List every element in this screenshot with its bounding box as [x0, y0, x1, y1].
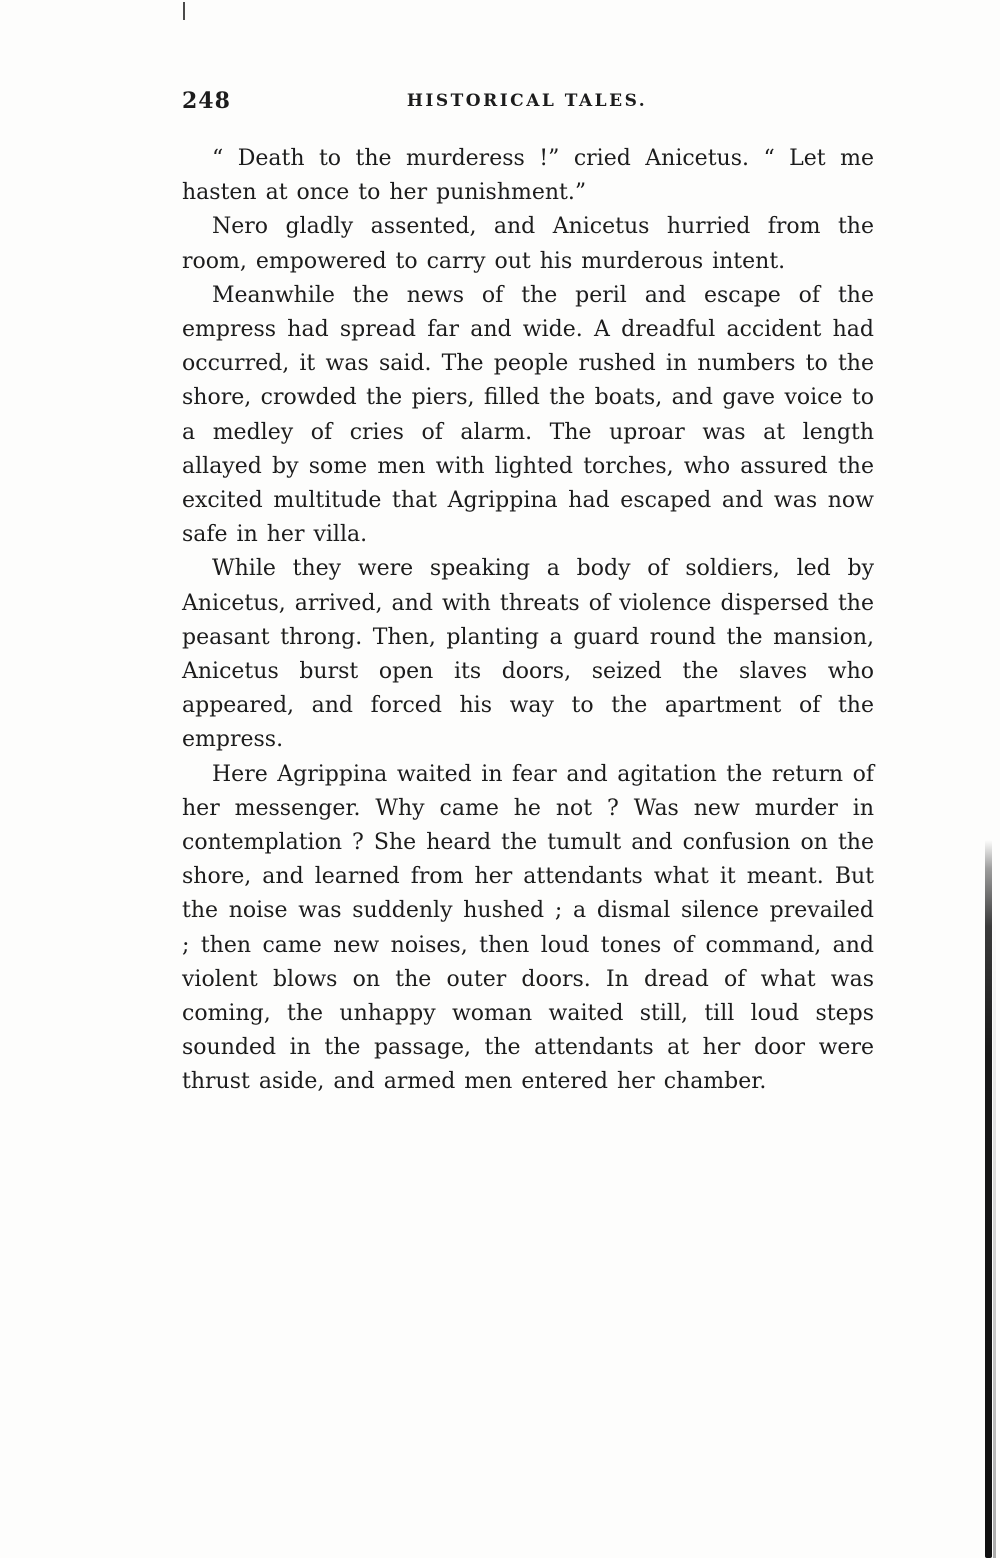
scan-artifact-binding-edge — [985, 840, 992, 1558]
paragraph-3: Meanwhile the news of the peril and escape of the empress had spread far and wide. A dreadful accident had occurred, it was said. The people rushed in numbers to the shore, crowded the piers, filled the boats, and gave voice to a medley of cries of alarm. The uproar was at length allayed by some men with lighted torches, who assured the excited multitude that Agrippina had escaped and was now safe in her villa. — [182, 282, 874, 548]
page-body-text — [182, 142, 874, 1100]
page-number: 248 — [182, 88, 231, 114]
paragraph-4: While they were speaking a body of soldiers, led by Anicetus, arrived, and with threats of violence dispersed the peasant throng. Then, planting a guard round the mansion, Anicetus burst open its doors, seized the slaves who appeared, and forced his way to the apartment of the empress. — [182, 556, 874, 753]
paragraph-1: “ Death to the murderess !” cried Anicetus. “ Let me hasten at once to her punishment.” — [182, 146, 874, 206]
running-header: HISTORICAL TALES. — [406, 91, 648, 111]
paragraph-2: Nero gladly assented, and Anicetus hurried from the room, empowered to carry out his murderous intent. — [182, 214, 874, 274]
page-header-row — [182, 88, 872, 118]
scan-artifact-top-mark — [183, 2, 185, 20]
paragraph-5: Here Agrippina waited in fear and agitation the return of her messenger. Why came he not ? Was new murder in contemplation ? She heard the tumult and confusion on the shore, and learned from her attendants what it meant. But the noise was suddenly hushed ; a dismal silence prevailed ; then came new noises, then loud tones of command, and violent blows on the outer doors. In dread of what was coming, the unhappy woman waited still, till loud steps sounded in the passage, the attendants at her door were thrust aside, and armed men entered her chamber. — [182, 761, 874, 1095]
